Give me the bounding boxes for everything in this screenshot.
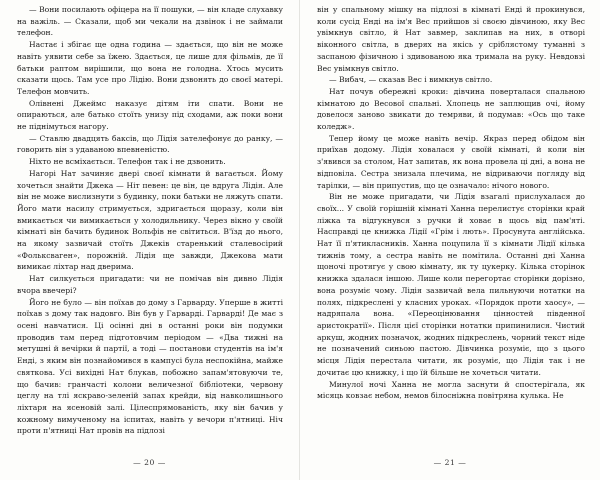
- paragraph: Нат силкується пригадати: чи не помічав він дивно Лідія вчора ввечері?: [17, 274, 283, 295]
- paragraph: Олівнені Джеймс наказує дітям іти спати. Вони не опираються, але батько стоїть унизу під сходами, аж поки вони не піднімуться нагору.: [17, 98, 283, 132]
- page-number-left: — 20 —: [133, 458, 166, 467]
- paragraph: Нат почув обережні кроки: дівчина поверталася спальною кімнатою до Весової спальні. Хлопець не заплющив очі, йому довелося заново звикати до темряви, й подумав: «Ось що таке коледж».: [317, 86, 585, 132]
- paragraph: Настає і збігає ще одна година — здається, що він не може навіть уявити себе за їжею. Здається, це лише для фільмів, де її батьки раптом вирішили, що вона не голодна. Хтось мусить сказати щось. Там усе про Лідію. Вони дзвонять до своєї матері. Телефон мовчить.: [17, 40, 283, 96]
- paragraph: Він не може пригадати, чи Лідія взагалі прислухалася до своїх... У своїй горішній кімнаті Ханна перелистує сторінки край ліжка та відгукнувся з ручки й ховає в щось від пам'яті. Насправді це книжка Лідії «Грім і лють». Просунута англійська. Нат її п'ятикласників. Ханна поцупила її з кімнати Лідії кілька тижнів тому, а сестра навіть не помітила. Останні дні Ханна щоночі протягує у свою кімнату, як ту цукерку. Кілька сторінок книжка здалася іншою. Лише коли перегортає сторінки дорізно, вона розуміє чому. Лідія зазвичай вела пильнуючи нотатки на полях, підкреслені у класних уроках. «Порядок проти хаосу», — надряпала вона. «Переоцінювання цінностей південної аристократії». Після цієї сторінки нотатки припинилися. Чистий аркуш, жодних позначок, жодних підкреслень, чорний текст ніде не позначений синьою пастою. Дівчинка розуміє, що з цього місця Лідія перестала читати, як розуміє, що Лідія так і не дочитає цю книжку, і що їй більше не хочеться читати.: [317, 192, 585, 377]
- paragraph: він у спальному мішку на підлозі в кімнаті Енді й прокинувся, коли сусід Енді на ім'я Вес прийшов зі своєю дівчиною, яку Вес увімкнув світло, й Нат завмер, заклипав на них, в отворі віконного світла, в дверях на якісь у сріблястому туманні з заспаною фізичною і здивованою яка тримала на руку. Невдовзі Вес увімкнув світло.: [317, 5, 585, 73]
- left-page: [0, 0, 299, 480]
- left-page-text: [17, 4, 283, 437]
- right-page: [300, 0, 600, 480]
- paragraph: — Вибач, — сказав Вес і вимкнув світло.: [329, 75, 493, 85]
- right-page-text: [317, 4, 585, 402]
- page-number-right: — 21 —: [433, 458, 467, 467]
- paragraph: Його не було — він поїхав до дому з Гарварду. Уперше в житті поїхав з дому так надовго. Він був у Гарварді. Гарварді! Де має з осені навчатися. Ці осінні дні в останні роки він подумки проводив там перед підготовчим періодом — «Два тижні на метушні й вечірки й партії, а тоді — постанови студентів на ім'я Енді, з яким він познайомився в кампусі була неспокійна, майже святкова. Усі вихідні Нат блукав, побожно запам'ятовуючи те, що бачив: гранчасті колони величезної бібліотеки, червону цеглу на тлі яскраво-зеленій запах крейди, від навколишнього ліхтаря на ясеновій залі. Цілеспрямованість, яку він бачив у кожному вимученому на іспитах, навіть у вечори п'ятниці. Ніч проти п'ятниці Нат провів на підлозі: [17, 297, 283, 436]
- paragraph: Минулої ночі Ханна не могла заснути й спостерігала, як місяць ковзає небом, немов білосніжна повітряна кулька. Не: [317, 379, 585, 401]
- paragraph: Ніхто не всміхається. Телефон так і не дзвонить.: [29, 157, 226, 167]
- paragraph: Нагорі Нат зачиняє двері своєї кімнати й вагається. Йому хочеться знайти Джека — Ніт певен: це він, це вдруга Лідія. Але він не може вислизнути з будинку, поки батьки не ляжуть спати. Його мати насилу стримується, здригається щоразу, коли він вмикається чи вимикається у холодильнику. Через вікно у своїй кімнаті він бачить будинок Вольфів не світиться. В'їзд до нього, на якому зазвичай стоїть Джеків старенький сталевосірий «Фольксваген», порожній. Лідія ще завжди, Джекова мати вимикає ліхтар над дверима.: [17, 168, 283, 272]
- paragraph: — Вони посилають офіцера на її пошуки, — він кладе слухавку на важіль. — Сказали, щоб ми чекали на дзвінок і не займали телефон.: [17, 5, 283, 38]
- paragraph: Тепер йому це може навіть вечір. Якраз перед обідом він приїхав додому. Лідія ховалася у своїй кімнаті, й коли він з'явився за столом, Нат запитав, як вона провела ці дні, а вона не відповіла. Сестра знизала плечима, не відриваючи погляду від тарілки, — він припустив, що це означало: нічого нового.: [317, 133, 585, 190]
- paragraph: — Ставлю двадцять баксів, що Лідія зателефонує до ранку, — говорить він з удаваною впевненістю.: [17, 133, 283, 155]
